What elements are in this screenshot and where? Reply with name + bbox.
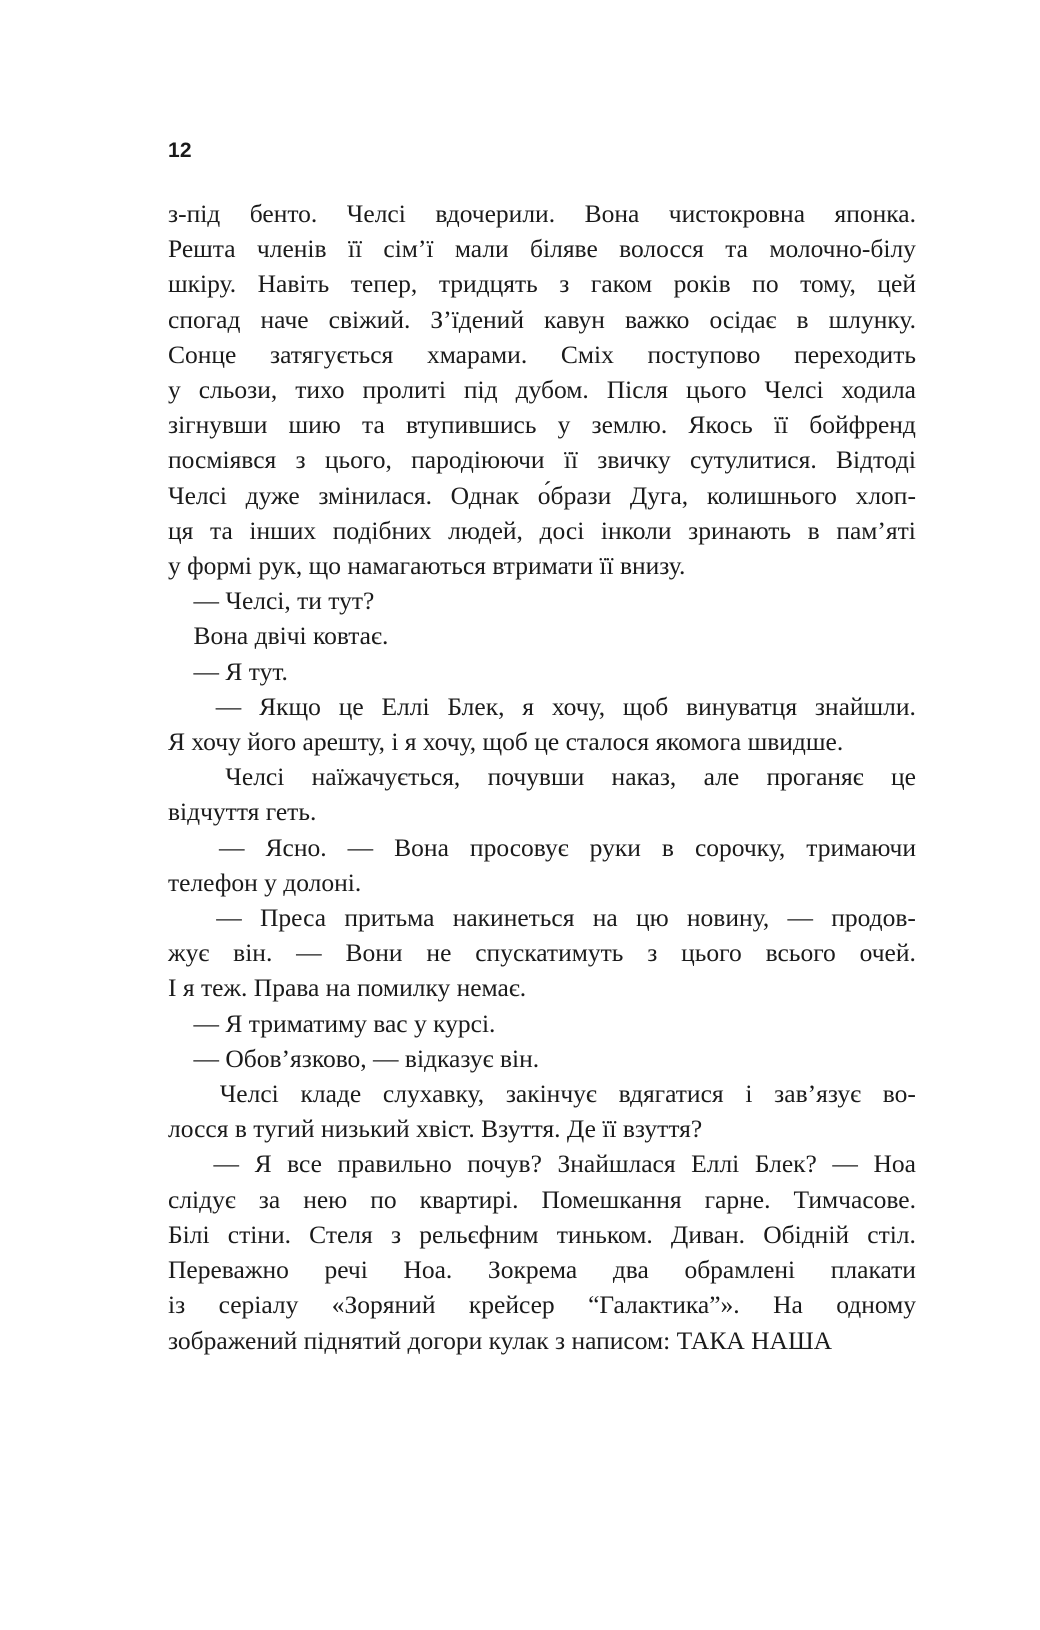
text-word: цей: [877, 269, 916, 299]
text-word: японка.: [834, 199, 916, 228]
text-word: На: [773, 1290, 803, 1320]
text-word: кавун: [544, 304, 605, 334]
text-word: рельєфним: [419, 1219, 539, 1249]
text-line: у формі рук, що намагаються втримати її внизу.: [168, 551, 686, 581]
text-word: Якщо: [259, 691, 321, 721]
paragraph-indent: [168, 1076, 198, 1111]
text-word: подібних: [332, 515, 432, 545]
text-word: Ясно.: [265, 832, 327, 862]
text-word: тому,: [800, 269, 856, 299]
text-line: [168, 900, 916, 935]
text-line: — Челсі, ти тут?: [168, 586, 375, 616]
text-word: очей.: [859, 938, 916, 968]
text-word: Блек?: [754, 1149, 817, 1179]
text-word: вдягатися: [618, 1079, 724, 1109]
text-word: під: [463, 375, 498, 405]
text-word: у: [557, 410, 571, 440]
text-word: притьма: [344, 903, 435, 933]
text-word: молочно-білу: [769, 234, 916, 264]
text-word: ця: [168, 515, 194, 545]
text-word: Челсі: [225, 762, 285, 792]
paragraph-indent: [168, 1146, 198, 1181]
text-word: сутулитися.: [689, 445, 817, 475]
text-word: просовує: [469, 832, 569, 862]
text-word: це: [338, 691, 364, 721]
text-word: з: [647, 938, 658, 968]
text-word: речі: [324, 1255, 368, 1285]
text-line: [168, 1252, 916, 1287]
text-word: Помешкання: [541, 1184, 682, 1214]
text-word: обрамлені: [684, 1255, 796, 1285]
text-word: років: [673, 269, 731, 299]
text-word: все: [287, 1149, 322, 1179]
text-word: зігнувши: [168, 410, 268, 440]
text-word: Челсі: [219, 1079, 279, 1109]
text-word: і: [745, 1079, 753, 1109]
text-word: Стеля: [309, 1219, 373, 1249]
text-word: цього: [681, 938, 742, 968]
text-word: не: [426, 938, 452, 968]
text-word: Решта: [168, 234, 236, 264]
text-word: поступово: [647, 339, 761, 369]
text-word: шлунку.: [828, 304, 916, 334]
page-number: 12: [168, 139, 192, 162]
text-word: членів: [256, 234, 327, 264]
text-line: [168, 407, 916, 442]
text-word: по: [370, 1184, 397, 1214]
text-word: Преса: [260, 903, 327, 933]
text-word: на: [592, 903, 618, 933]
text-word: звичку: [597, 445, 671, 475]
text-word: дубом.: [515, 375, 589, 405]
text-word: я: [522, 691, 535, 721]
text-word: слухавку,: [382, 1079, 485, 1109]
text-word: тридцять: [438, 269, 538, 299]
text-word: —: [215, 691, 242, 721]
text-word: —: [296, 938, 322, 968]
text-word: Знайшлася: [557, 1149, 676, 1179]
text-word: переходить: [794, 339, 916, 369]
text-line: Вона двічі ковтає.: [168, 621, 389, 651]
text-line: [168, 372, 916, 407]
text-word: наказ,: [611, 762, 677, 792]
text-word: Вона: [394, 832, 449, 862]
text-word: почувши: [487, 762, 585, 792]
text-word: цього,: [324, 445, 392, 475]
text-word: з: [390, 1219, 402, 1249]
text-word: во-: [882, 1079, 916, 1109]
text-word: затягується: [270, 339, 394, 369]
text-word: з-під: [168, 199, 221, 228]
text-word: у: [168, 375, 181, 405]
text-word: наїжачується,: [311, 762, 461, 792]
text-word: Навіть: [257, 269, 330, 299]
text-line: [168, 337, 916, 372]
text-word: хочу,: [551, 691, 606, 721]
text-word: почув?: [467, 1149, 542, 1179]
text-word: закінчує: [505, 1079, 597, 1109]
text-word: інших: [249, 515, 317, 545]
text-line: — Я тут.: [168, 656, 288, 686]
text-word: ходила: [841, 375, 916, 405]
text-word: біляве: [530, 234, 598, 264]
text-word: стіл.: [867, 1219, 916, 1249]
text-line: [168, 1146, 916, 1181]
text-line: [168, 266, 916, 301]
text-line: — Я триматиму вас у курсі.: [168, 1008, 496, 1038]
text-line: Я хочу його арешту, і я хочу, щоб це сталося якомога швидше.: [168, 727, 844, 757]
text-word: та: [362, 410, 385, 440]
text-word: бойфренд: [809, 410, 916, 440]
paragraph-indent: [168, 689, 198, 724]
text-word: посміявся: [168, 445, 277, 475]
text-line: [168, 830, 916, 865]
text-word: серіалу: [218, 1290, 299, 1320]
text-word: свіжий.: [328, 304, 411, 334]
text-word: за: [258, 1184, 281, 1214]
text-word: Еллі: [381, 691, 430, 721]
text-word: новину,: [686, 903, 770, 933]
text-word: кладе: [300, 1079, 362, 1109]
text-line: [168, 1217, 916, 1252]
text-word: із: [168, 1290, 186, 1320]
text-line: [168, 689, 916, 724]
text-word: людей,: [448, 515, 523, 545]
text-line: зображений піднятий догори кулак з написом: ТАКА НАША: [168, 1325, 833, 1355]
text-word: Зокрема: [487, 1255, 578, 1285]
text-word: Після: [606, 375, 668, 405]
text-word: мали: [454, 234, 509, 264]
text-word: сльози,: [198, 375, 278, 405]
text-word: тихо: [295, 375, 345, 405]
paragraph-indent: [168, 900, 198, 935]
text-line: [168, 231, 916, 266]
text-word: вдочерили.: [435, 199, 556, 228]
text-word: Вони: [345, 938, 403, 968]
text-word: хлоп-: [855, 480, 916, 510]
text-word: Ноа: [873, 1149, 916, 1179]
text-word: в: [807, 515, 820, 545]
text-word: Вона: [584, 199, 640, 228]
text-word: але: [703, 762, 740, 792]
text-word: —: [347, 832, 374, 862]
text-word: цю: [635, 903, 669, 933]
text-line: [168, 1076, 916, 1111]
text-word: бенто.: [249, 199, 318, 228]
text-word: Дуга,: [629, 480, 689, 510]
text-line: [168, 935, 916, 970]
text-word: о́брази: [537, 480, 612, 510]
text-word: дуже: [245, 480, 300, 510]
text-word: цього: [685, 375, 747, 405]
text-word: шкіру.: [168, 269, 237, 299]
paragraph-indent: [168, 759, 198, 794]
text-line: телефон у долоні.: [168, 867, 362, 897]
text-word: спогад: [168, 304, 241, 334]
text-word: він.: [233, 938, 273, 968]
text-word: її: [347, 234, 363, 264]
paragraph-indent: [168, 830, 198, 865]
text-word: її: [563, 445, 578, 475]
text-word: —: [832, 1149, 858, 1179]
text-word: пародіюючи: [411, 445, 545, 475]
text-word: пам’яті: [836, 515, 916, 545]
text-word: волосся: [619, 234, 704, 264]
text-word: одному: [836, 1290, 916, 1320]
text-word: сім’ї: [383, 234, 434, 264]
text-word: наче: [260, 304, 309, 334]
text-word: в: [661, 832, 674, 862]
text-line: [168, 302, 916, 337]
text-word: з: [559, 269, 570, 299]
text-word: квартирі.: [419, 1184, 519, 1214]
body-text-block: [168, 196, 916, 1358]
text-word: накинеться: [452, 903, 575, 933]
text-word: щоб: [622, 691, 669, 721]
text-word: тиньком.: [556, 1219, 653, 1249]
text-word: хмарами.: [426, 339, 528, 369]
text-word: змінилася.: [318, 480, 433, 510]
text-word: з: [295, 445, 306, 475]
text-word: Челсі: [764, 375, 824, 405]
text-word: тримаючи: [806, 832, 916, 862]
text-line: — Обов’язково, — відказує він.: [168, 1043, 540, 1073]
text-word: винуватця: [686, 691, 798, 721]
text-word: всього: [765, 938, 836, 968]
text-word: Якось: [688, 410, 753, 440]
text-word: правильно: [337, 1149, 452, 1179]
text-line: [168, 759, 916, 794]
text-word: гарне.: [704, 1184, 771, 1214]
text-word: Челсі: [168, 480, 228, 510]
text-word: досі: [539, 515, 585, 545]
text-word: пролиті: [362, 375, 446, 405]
text-word: колишнього: [706, 480, 837, 510]
text-word: нею: [303, 1184, 348, 1214]
text-word: руки: [589, 832, 641, 862]
text-word: Білі: [168, 1219, 210, 1249]
text-word: продов-: [831, 903, 916, 933]
text-word: Тимчасове.: [793, 1184, 916, 1214]
text-word: та: [725, 234, 748, 264]
text-line: лосся в тугий низький хвіст. Взуття. Де її взуття?: [168, 1114, 703, 1144]
text-word: Відтоді: [835, 445, 916, 475]
text-word: —: [787, 903, 813, 933]
text-word: крейсер: [468, 1290, 555, 1320]
text-word: Челсі: [346, 199, 406, 228]
text-word: сорочку,: [694, 832, 786, 862]
text-line: [168, 1287, 916, 1322]
text-word: зав’язує: [774, 1079, 862, 1109]
text-word: втупившись: [405, 410, 537, 440]
text-word: Я: [254, 1149, 272, 1179]
text-line: І я теж. Права на помилку немає.: [168, 973, 527, 1003]
text-line: [168, 513, 916, 548]
text-word: важко: [624, 304, 690, 334]
text-word: плакати: [830, 1255, 916, 1285]
text-word: З’їдений: [430, 304, 524, 334]
text-word: слідує: [168, 1184, 236, 1214]
text-word: зринають: [688, 515, 792, 545]
text-word: Блек,: [447, 691, 505, 721]
text-word: знайшли.: [814, 691, 916, 721]
text-word: стіни.: [227, 1219, 291, 1249]
text-word: це: [891, 762, 916, 792]
text-word: Еллі: [691, 1149, 740, 1179]
text-word: та: [210, 515, 233, 545]
text-word: Обідній: [763, 1219, 850, 1249]
text-line: [168, 478, 916, 513]
text-word: два: [612, 1255, 649, 1285]
text-word: жує: [168, 938, 210, 968]
text-word: Однак: [450, 480, 520, 510]
text-line: [168, 1182, 916, 1217]
text-word: —: [213, 1149, 240, 1179]
text-word: шию: [288, 410, 341, 440]
text-word: —: [216, 903, 242, 933]
text-word: по: [752, 269, 779, 299]
text-word: тепер,: [350, 269, 418, 299]
text-word: землю.: [591, 410, 668, 440]
text-word: в: [796, 304, 809, 334]
text-word: Ноа.: [403, 1255, 453, 1285]
text-word: гаком: [590, 269, 653, 299]
text-word: її: [773, 410, 789, 440]
text-line: [168, 196, 916, 231]
text-word: спускатимуть: [475, 938, 624, 968]
text-word: інколи: [600, 515, 672, 545]
text-word: —: [219, 832, 245, 862]
text-word: осідає: [709, 304, 777, 334]
text-word: Сміх: [560, 339, 614, 369]
text-word: Переважно: [168, 1255, 289, 1285]
text-line: [168, 442, 916, 477]
text-line: відчуття геть.: [168, 797, 317, 827]
text-word: проганяє: [766, 762, 864, 792]
text-word: Диван.: [670, 1219, 746, 1249]
text-word: чистокровна: [668, 199, 806, 228]
text-word: «Зоряний: [331, 1290, 436, 1320]
text-word: Сонце: [168, 339, 237, 369]
text-word: “Галактика”».: [588, 1290, 740, 1320]
